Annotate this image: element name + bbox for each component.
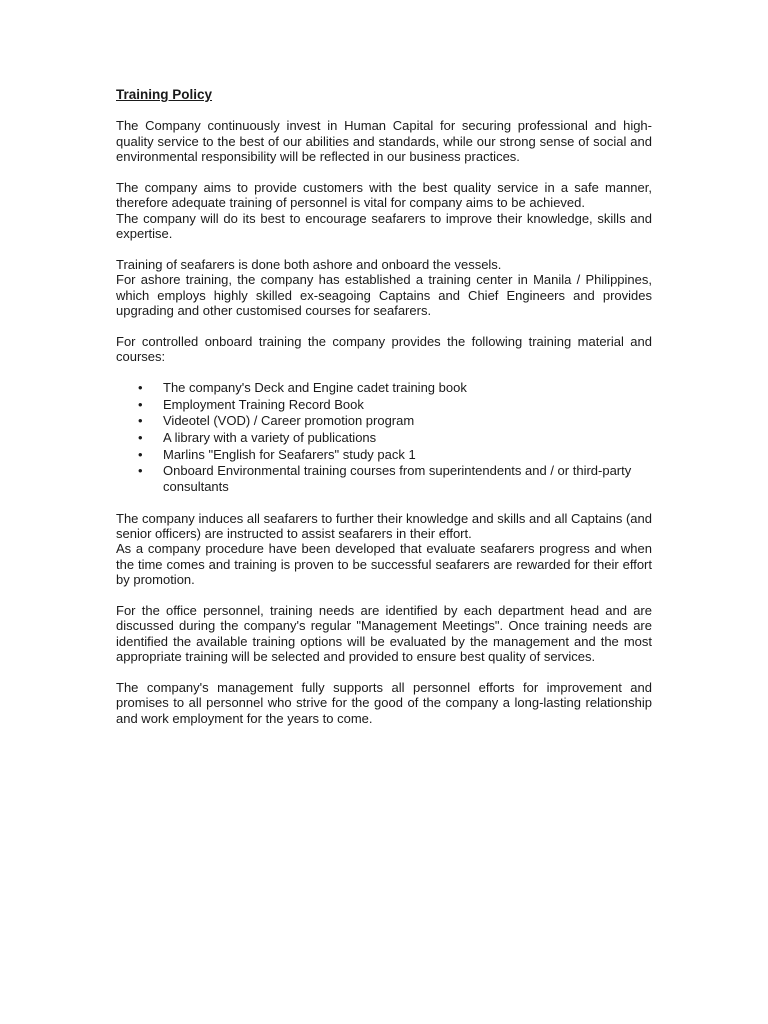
paragraph-training-locations: Training of seafarers is done both ashore and onboard the vessels. [116,257,502,273]
list-item [116,463,652,494]
paragraph-gap [116,495,652,510]
paragraph-gap [116,242,652,257]
document-title: Training Policy [116,87,213,102]
bullet-icon: • [138,380,143,396]
paragraph-promotion-procedure: As a company procedure have been developed that evaluate seafarers progress and when the time comes and training is proven to be successful seafarers are rewarded for their effort by promotion. [116,541,652,588]
paragraph-office-personnel: For the office personnel, training needs are identified by each department head and are discussed during the company's regular "Management Meetings". Once training needs are identified the available training options will be evaluated by the management and the most appropriate training will be selected and provided to ensure best quality of services. [116,603,652,665]
list-item [116,397,652,412]
bullet-icon: • [138,396,143,412]
list-item-text: Marlins "English for Seafarers" study pack 1 [163,446,416,462]
list-item [116,447,652,462]
list-item-text: A library with a variety of publications [163,430,377,446]
paragraph-gap [116,165,652,180]
list-item-text: The company's Deck and Engine cadet training book [163,380,467,396]
document-page [116,87,652,726]
paragraph-gap [116,665,652,680]
list-item-text: Employment Training Record Book [163,396,364,412]
paragraph-onboard-intro: For controlled onboard training the company provides the following training material and courses: [116,334,652,365]
paragraph-induces-seafarers: The company induces all seafarers to further their knowledge and skills and all Captains (and senior officers) are instructed to assist seafarers in their effort. [116,510,652,542]
paragraph-gap [116,588,652,603]
bullet-icon: • [138,430,143,446]
bullet-icon: • [138,413,143,429]
list-item [116,430,652,445]
paragraph-quality-service: The company aims to provide customers with the best quality service in a safe manner, therefore adequate training of personnel is vital for company aims to be achieved. [116,180,652,211]
list-item [116,413,652,428]
list-item [116,380,652,395]
list-item-text: Videotel (VOD) / Career promotion program [163,413,415,429]
list-item-text: Onboard Environmental training courses from superintendents and / or third-party consultants [163,463,632,494]
paragraph-ashore-training: For ashore training, the company has established a training center in Manila / Philippines, which employs highly skilled ex-seagoing Captains and Chief Engineers and provides upgrading and other customised courses for seafarers. [116,272,652,319]
training-material-list [116,380,652,494]
paragraph-encourage-seafarers: The company will do its best to encourage seafarers to improve their knowledge, skills and expertise. [116,210,652,242]
paragraph-gap [116,319,652,334]
paragraph-gap [116,365,652,380]
paragraph-human-capital: The Company continuously invest in Human Capital for securing professional and high-quality service to the best of our abilities and standards, while our strong sense of social and environmental responsibility will be reflected in our business practices. [116,118,652,165]
bullet-icon: • [138,446,143,462]
bullet-icon: • [138,463,143,479]
paragraph-management-support: The company's management fully supports all personnel efforts for improvement and promises to all personnel who strive for the good of the company a long-lasting relationship and work employment for the years to come. [116,680,652,726]
